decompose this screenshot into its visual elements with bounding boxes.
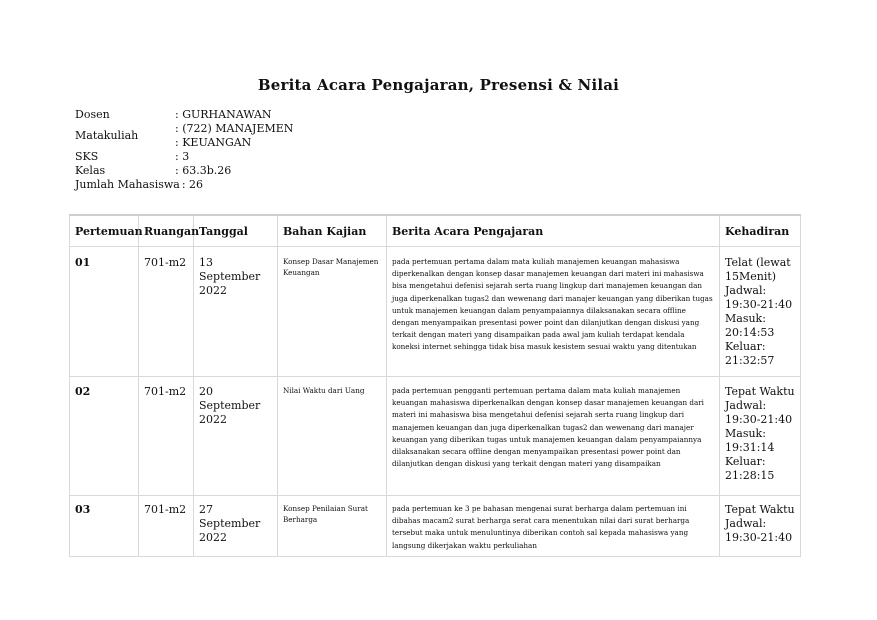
- cell-pertemuan: 01: [70, 247, 139, 377]
- dosen-value: : GURHANAWAN: [175, 108, 272, 121]
- cell-kehadiran: [720, 247, 801, 377]
- sks-value: : 3: [175, 150, 190, 163]
- cell-ruangan: 701-m2: [139, 496, 194, 557]
- kehadiran-status: Tepat Waktu: [725, 385, 795, 398]
- cell-tanggal: 20 September 2022: [194, 377, 278, 496]
- kehadiran-keluar: Keluar: 21:28:15: [725, 455, 775, 482]
- kehadiran-status: Tepat Waktu: [725, 503, 795, 516]
- cell-bahan-kajian: Nilai Waktu dari Uang: [278, 377, 387, 496]
- cell-berita-acara: pada pertemuan pertama dalam mata kuliah manajemen keuangan mahasiswa diperkenalkan dengan konsep dasar manajemen keuangan dari materi ini mahasiswa bisa mengetahui defenisi sejarah serta ruang lingkup dari manajemen keuangan dan juga diperkenalkan tugas2 dan wewenang dari manajer keuangan yang diberikan tugas untuk manajemen keuangan dalam penyampaiannya dilaksanakan secara offline dengan menyampaikan presentasi power point dan dilanjutkan dengan diskusi yang terkait dengan materi yang disampaikan pada awal jam kuliah terdapat kendala koneksi internet sehingga tidak bisa masuk kesistem sesuai waktu yang ditentukan: [387, 247, 720, 377]
- header-pertemuan: Pertemuan: [70, 215, 139, 247]
- kehadiran-jadwal: Jadwal: 19:30-21:40: [725, 284, 793, 311]
- kehadiran-jadwal: Jadwal: 19:30-21:40: [725, 399, 793, 426]
- table-row: [70, 496, 801, 557]
- cell-pertemuan: 03: [70, 496, 139, 557]
- matakuliah-label: Matakuliah: [75, 129, 139, 142]
- cell-bahan-kajian: Konsep Dasar Manajemen Keuangan: [278, 247, 387, 377]
- header-berita-acara: Berita Acara Pengajaran: [387, 215, 720, 247]
- page-title: Berita Acara Pengajaran, Presensi & Nilai: [257, 76, 620, 94]
- kelas-row: [75, 164, 315, 178]
- jumlah-mahasiswa-row: [75, 178, 315, 192]
- kelas-label: Kelas: [75, 164, 106, 177]
- cell-tanggal: 13 September 2022: [194, 247, 278, 377]
- kehadiran-masuk: Masuk: 19:31:14: [725, 427, 775, 454]
- cell-bahan-kajian: Konsep Penilaian Surat Berharga: [278, 496, 387, 557]
- cell-tanggal: 27 September 2022: [194, 496, 278, 557]
- matakuliah-value: [175, 122, 315, 150]
- teaching-record-table: [69, 214, 801, 557]
- kelas-value: : 63.3b.26: [175, 164, 232, 177]
- cell-ruangan: 701-m2: [139, 247, 194, 377]
- sks-row: [75, 150, 315, 164]
- jumlah-mahasiswa-label: Jumlah Mahasiswa: [75, 178, 180, 191]
- cell-berita-acara: pada pertemuan ke 3 pe bahasan mengenai surat berharga dalam pertemuan ini dibahas macam2 surat berharga serat cara menentukan nilai dari surat berharga tersebut maka untuk menuluntinya diberikan contoh sal kepada mahasiswa yang langsung dikerjakan waktu perkuliahan: [387, 496, 720, 557]
- matakuliah-value-line2: : KEUANGAN: [175, 136, 252, 149]
- course-info: [75, 108, 315, 192]
- cell-berita-acara: pada pertemuan pengganti pertemuan pertama dalam mata kuliah manajemen keuangan mahasiswa diperkenalkan dengan konsep dasar manajemen keuangan dari materi ini mahasiswa bisa mengetahui defenisi sejarah serta ruang lingkup dari manajemen keuangan dan juga diperkenalkan tugas2 dan wewenang dari manajer keuangan yang diberikan tugas untuk manajemen keuangan dalam penyampaiannya dilaksanakan secara offline dengan menyampaikan presentasi power point dan dilanjutkan dengan diskusi yang terkait dengan materi yang disampaikan: [387, 377, 720, 496]
- matakuliah-row: [75, 122, 315, 150]
- header-bahan-kajian: Bahan Kajian: [278, 215, 387, 247]
- kehadiran-status: Telat (lewat 15Menit): [725, 256, 791, 283]
- cell-pertemuan: 02: [70, 377, 139, 496]
- kehadiran-keluar: Keluar: 21:32:57: [725, 340, 775, 367]
- header-kehadiran: Kehadiran: [720, 215, 801, 247]
- cell-ruangan: 701-m2: [139, 377, 194, 496]
- matakuliah-value-line1: : (722) MANAJEMEN: [175, 122, 294, 135]
- table-header-row: [70, 215, 801, 247]
- cell-kehadiran: [720, 377, 801, 496]
- table-row: [70, 247, 801, 377]
- dosen-row: [75, 108, 315, 122]
- table-row: [70, 377, 801, 496]
- sks-label: SKS: [75, 150, 99, 163]
- header-tanggal: Tanggal: [194, 215, 278, 247]
- kehadiran-masuk: Masuk: 20:14:53: [725, 312, 775, 339]
- kehadiran-jadwal: Jadwal: 19:30-21:40: [725, 517, 793, 544]
- header-ruangan: Ruangan: [139, 215, 194, 247]
- dosen-label: Dosen: [75, 108, 110, 121]
- cell-kehadiran: [720, 496, 801, 557]
- jumlah-mahasiswa-value: : 26: [181, 178, 204, 191]
